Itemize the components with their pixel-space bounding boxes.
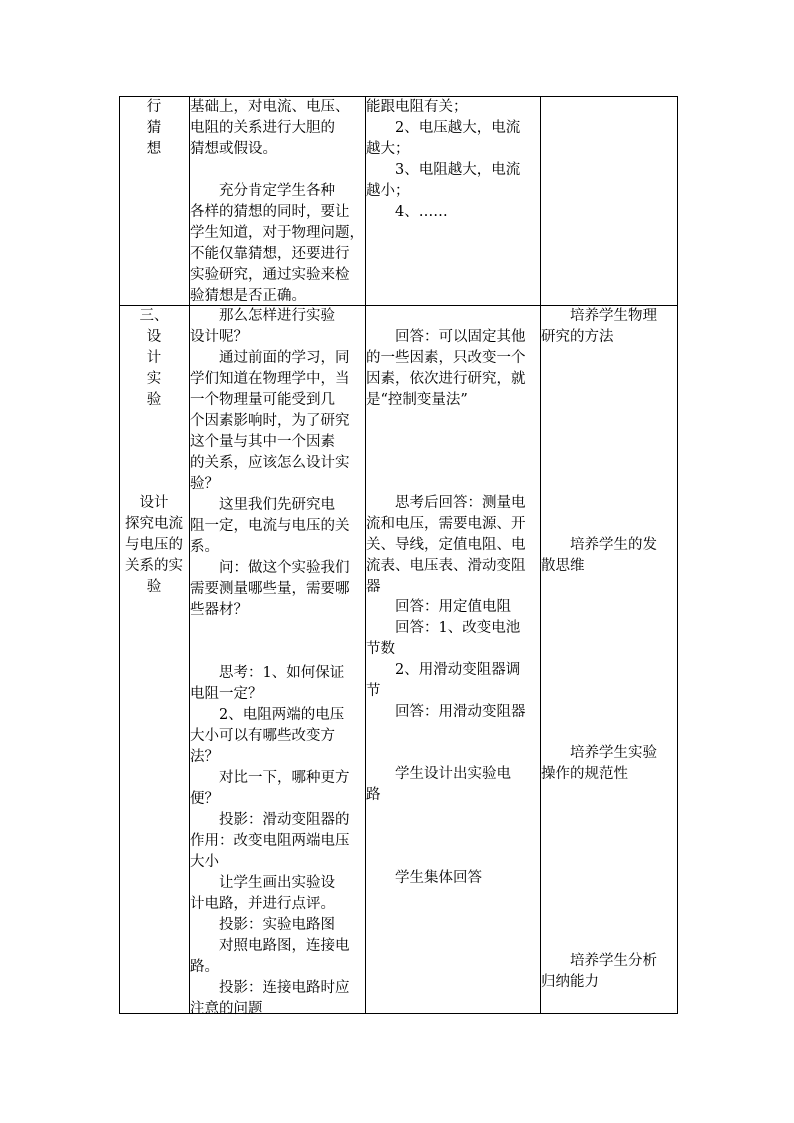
row1-stage-label — [120, 97, 188, 160]
text-line: 验 — [146, 392, 162, 408]
text-line: 散思维 — [541, 558, 585, 574]
text-line: 能跟电阻有关； — [366, 99, 468, 115]
text-line — [190, 642, 350, 663]
text-line: 作用：改变电阻两端电压 — [190, 833, 350, 849]
text-line: 2、电阻两端的电压 — [190, 707, 345, 723]
text-line: 培养学生分析 — [541, 953, 657, 969]
text-line: 便？ — [190, 791, 219, 807]
row2-student-answer-methods — [366, 597, 526, 723]
table-right-border — [677, 96, 678, 1014]
text-line: 不能仅靠猜想，还要进行 — [190, 246, 350, 262]
text-line: 流和电压，需要电源、开 — [366, 516, 526, 532]
text-line: 猜 — [146, 120, 162, 136]
row2-goal-divergent-thinking — [541, 535, 657, 577]
text-line: 需要测量哪些量，需要哪 — [190, 581, 350, 597]
text-line: 路。 — [190, 959, 219, 975]
text-line: 回答：用滑动变阻器 — [366, 704, 526, 720]
text-line: 投影：实验电路图 — [190, 917, 335, 933]
text-line: 探究电流 — [125, 516, 183, 532]
text-line: 节数 — [366, 641, 395, 657]
text-line: 实验研究，通过实验来检 — [190, 267, 350, 283]
text-line: 问：做这个实验我们 — [190, 560, 350, 576]
text-line: 电阻一定？ — [190, 686, 263, 702]
row2-student-design-circuit — [366, 764, 511, 806]
text-line: 培养学生物理 — [541, 308, 657, 324]
row1-teacher-activity — [190, 97, 364, 307]
text-line: 越大； — [366, 141, 410, 157]
text-line: 充分肯定学生各种 — [190, 183, 335, 199]
text-line: 大小可以有哪些改变方 — [190, 728, 335, 744]
text-line: 节 — [366, 683, 381, 699]
text-line: 通过前面的学习，同 — [190, 350, 350, 366]
row2-goal-experiment-operation — [541, 743, 657, 785]
text-line: 是“控制变量法” — [366, 392, 468, 408]
text-line: 大小 — [190, 854, 219, 870]
text-line: 那么怎样进行实验 — [190, 308, 335, 324]
text-line: 投影：连接电路时应 — [190, 980, 350, 996]
row2-goal-research-method — [541, 306, 657, 348]
text-line: 2、电压越大，电流 — [366, 120, 521, 136]
text-line: 器 — [366, 579, 381, 595]
text-line: 验？ — [190, 476, 219, 492]
text-line: 关系的实 — [125, 558, 183, 574]
text-line: 注意的问题 — [190, 1001, 263, 1017]
text-line: 回答：用定值电阻 — [366, 599, 511, 615]
row2-teacher-activity — [190, 306, 350, 1020]
text-line: 设 — [146, 329, 162, 345]
row2-stage-label — [120, 306, 188, 411]
text-line: 基础上，对电流、电压、 — [190, 99, 350, 115]
text-line: 学生集体回答 — [366, 870, 482, 886]
text-line: 因素，依次进行研究，就 — [366, 371, 526, 387]
text-line — [190, 160, 364, 181]
text-line — [190, 621, 350, 642]
text-line: 关、导线，定值电阻、电 — [366, 537, 526, 553]
text-line: 思考：1、如何保证 — [190, 665, 345, 681]
text-line: 实 — [146, 371, 162, 387]
text-line: 验 — [146, 579, 162, 595]
text-line: 学们知道在物理学中，当 — [190, 371, 350, 387]
text-line: 计 — [146, 350, 162, 366]
text-line: 学生设计出实验电 — [366, 766, 511, 782]
text-line: 设计 — [139, 495, 169, 511]
text-line: 对比一下，哪种更方 — [190, 770, 350, 786]
text-line: 对照电路图，连接电 — [190, 938, 350, 954]
text-line: 各样的猜想的同时，要让 — [190, 204, 350, 220]
row2-student-answer-equipment — [366, 493, 526, 598]
text-line: 些器材？ — [190, 602, 248, 618]
text-line: 3、电阻越大，电流 — [366, 162, 521, 178]
text-line: 阻一定，电流与电压的关 — [190, 518, 350, 534]
text-line: 系。 — [190, 539, 219, 555]
text-line: 培养学生的发 — [541, 537, 657, 553]
text-line: 一个物理量可能受到几 — [190, 392, 335, 408]
text-line: 越小； — [366, 183, 410, 199]
text-line: 这里我们先研究电 — [190, 497, 335, 513]
text-line: 2、用滑动变阻器调 — [366, 662, 521, 678]
text-line: 回答：可以固定其他 — [366, 329, 526, 345]
text-line: 与电压的 — [125, 537, 183, 553]
text-line: 法？ — [190, 749, 219, 765]
row2-sub-stage-label — [120, 493, 188, 598]
row1-student-activity — [366, 97, 520, 223]
text-line: 学生知道，对于物理问题， — [190, 225, 364, 241]
text-line: 个因素影响时，为了研究 — [190, 413, 350, 429]
text-line: 行 — [146, 99, 162, 115]
text-line: 想 — [146, 141, 162, 157]
text-line: 的关系，应该怎么设计实 — [190, 455, 350, 471]
text-line: 三、 — [139, 308, 169, 324]
text-line: 电阻的关系进行大胆的 — [190, 120, 335, 136]
text-line: 让学生画出实验设 — [190, 875, 335, 891]
text-line: 验猜想是否正确。 — [190, 288, 306, 304]
text-line: 设计呢？ — [190, 329, 248, 345]
text-line: 猜想或假设。 — [190, 141, 277, 157]
text-line: 这个量与其中一个因素 — [190, 434, 335, 450]
text-line: 思考后回答：测量电 — [366, 495, 526, 511]
text-line: 培养学生实验 — [541, 745, 657, 761]
row2-student-answer-control-variables — [366, 327, 526, 411]
text-line: 流表、电压表、滑动变阻 — [366, 558, 526, 574]
text-line: 4、…… — [366, 204, 448, 220]
text-line: 回答：1、改变电池 — [366, 620, 521, 636]
text-line: 操作的规范性 — [541, 766, 628, 782]
text-line: 计电路，并进行点评。 — [190, 896, 335, 912]
text-line: 路 — [366, 787, 381, 803]
row2-goal-analysis-induction — [541, 951, 657, 993]
text-line: 归纳能力 — [541, 974, 599, 990]
text-line: 研究的方法 — [541, 329, 614, 345]
row2-student-collective-answer — [366, 868, 482, 889]
text-line: 的一些因素，只改变一个 — [366, 350, 526, 366]
text-line: 投影：滑动变阻器的 — [190, 812, 350, 828]
